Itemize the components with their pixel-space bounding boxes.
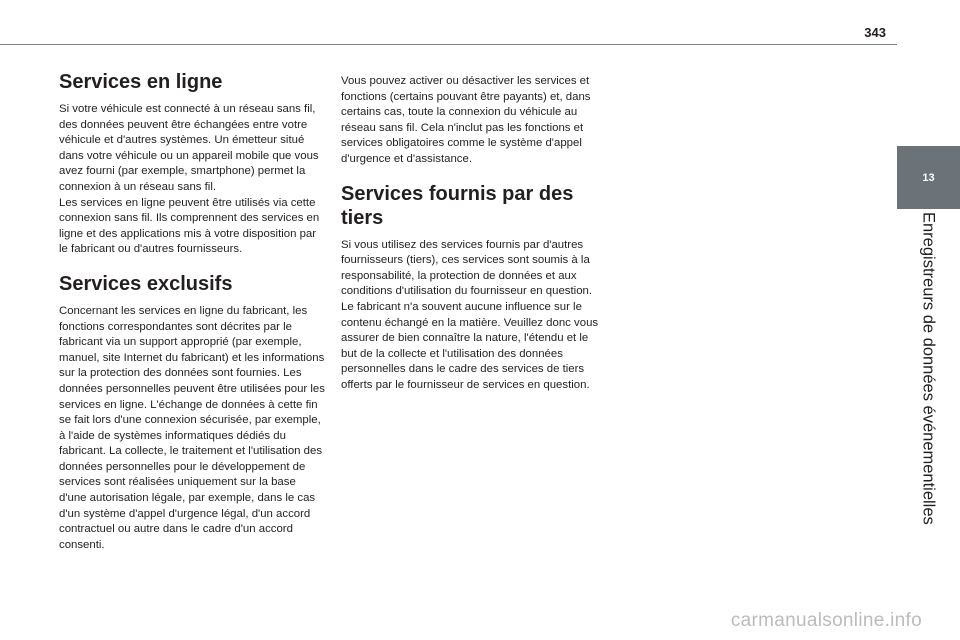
watermark: carmanualsonline.info	[730, 610, 922, 631]
page-number: 343	[864, 25, 886, 40]
paragraph: Concernant les services en ligne du fabricant, les fonctions correspondantes sont décrites par le fabricant via un support approprié (par exemple, manuel, site Internet du fabricant) et les informations sur la protection des données sont fournies. Les données personnelles peuvent être utilisées pour les services en ligne. L'échange de données à cette fin se fait lors d'une connexion sécurisée, par exemple, à l'aide de systèmes informatiques dédiés du fabricant. La collecte, le traitement et l'utilisation des données personnelles pour le développement de services sont réalisées uniquement sur la base d'une autorisation légale, par exemple, dans le cas d'un système d'appel d'urgence légal, d'un accord contractuel ou autre dans le cadre d'un accord consenti.	[59, 304, 325, 551]
chapter-tab[interactable]	[897, 146, 960, 209]
left-column	[59, 70, 325, 553]
chapter-tab-number: 13	[922, 171, 935, 184]
section-heading-online-services: Services en ligne	[59, 71, 223, 93]
chapter-title-container	[897, 212, 960, 525]
paragraph: Si vous utilisez des services fournis par d'autres fournisseurs (tiers), ces services sont soumis à la responsabilité, la protection de données et aux conditions d'utilisation du fournisseur en question. Le fabricant n'a souvent aucune influence sur le contenu échangé en la matière. Veuillez donc vous assurer de bien connaître la nature, l'étendu et le but de la collecte et l'utilisation des données personnelles dans le cadre des services de tiers offerts par le fournisseur de services en question.	[341, 238, 599, 391]
right-column	[341, 74, 606, 394]
section-heading-exclusive-services: Services exclusifs	[59, 272, 233, 295]
section-heading-third-party-services: Services fournis par des tiers	[341, 182, 574, 229]
paragraph-intro: Vous pouvez activer ou désactiver les services et fonctions (certains pouvant être payants) et, dans certains cas, toute la connexion du véhicule au réseau sans fil. Cela n'inclut pas les fonctions et services obligatoires comme le système d'appel d'urgence et d'assistance.	[341, 75, 591, 165]
header-divider	[0, 44, 897, 45]
chapter-title: Enregistreurs de données événementielles	[919, 212, 938, 525]
paragraph: Si votre véhicule est connecté à un réseau sans fil, des données peuvent être échangées entre votre véhicule et d'autres systèmes. Un émetteur situé dans votre véhicule ou un appareil mobile que vous avez fourni (par exemple, smartphone) permet la connexion à un réseau sans fil.	[59, 103, 319, 193]
paragraph: Les services en ligne peuvent être utilisés via cette connexion sans fil. Ils comprennent des services en ligne et des applications mis à votre disposition par le fabricant ou d'autres fournisseurs.	[59, 196, 320, 256]
